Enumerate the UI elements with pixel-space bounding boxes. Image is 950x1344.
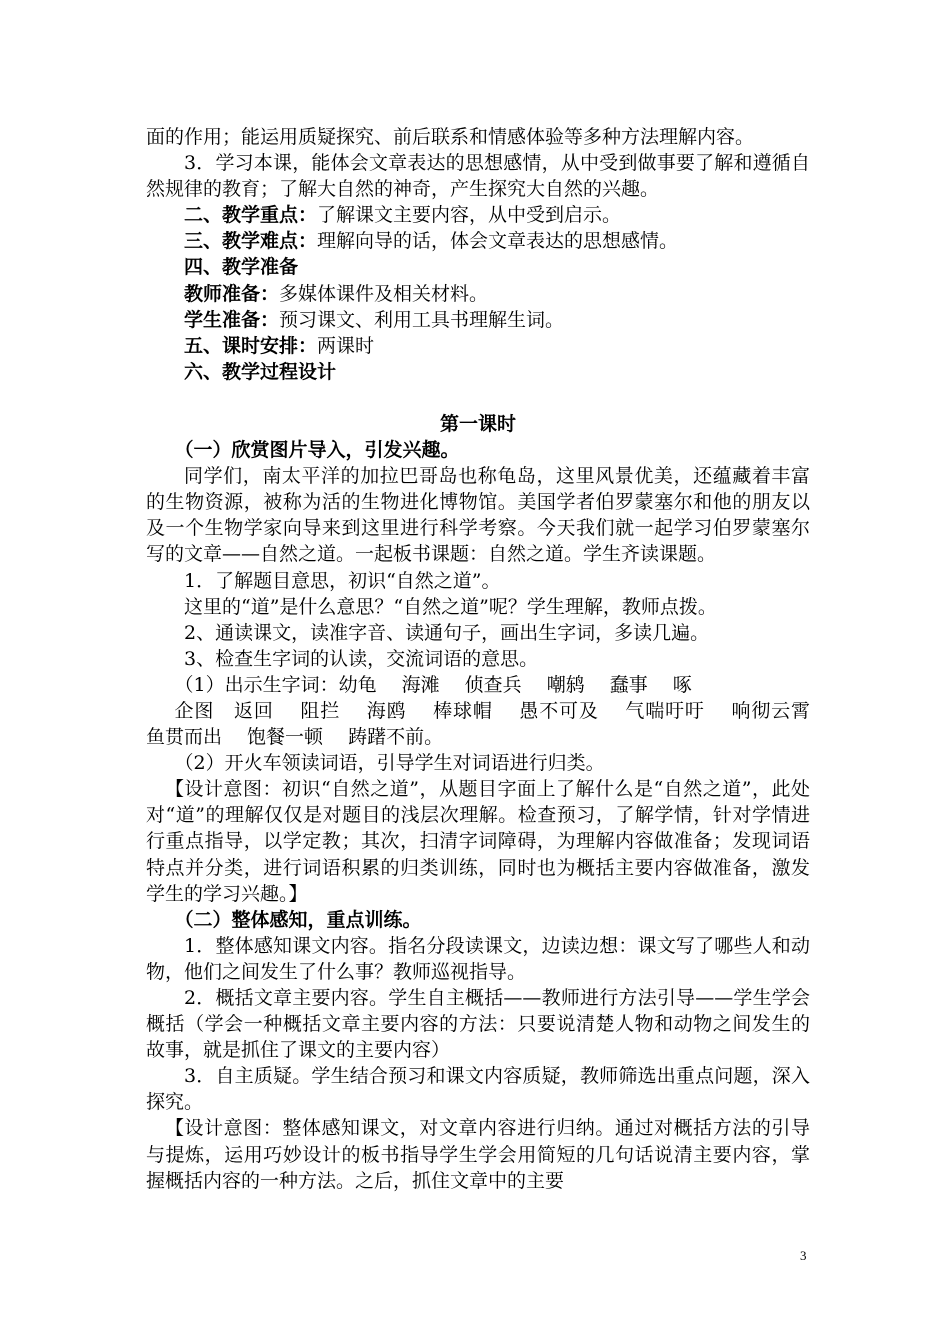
paragraph-intro: 同学们，南太平洋的加拉巴哥岛也称龟岛，这里风景优美，还蕴藏着丰富的生物资源，被称为活的生物进化博物馆。美国学者伯罗蒙塞尔和他的朋友以及一个生物学家向导来到这里进行科学考察。今天我们就一起学习伯罗蒙塞尔写的文章——自然之道。一起板书课题：自然之道。学生齐读课题。	[146, 465, 810, 566]
paragraph-goal-2-continued: 面的作用；能运用质疑探究、前后联系和情感体验等多种方法理解内容。	[146, 126, 755, 148]
heading-label: 二、教学重点：	[184, 204, 318, 227]
heading-teaching-focus	[146, 202, 810, 228]
paragraph-vocab-grouping: （2）开火车领读词语，引导学生对词语进行归类。	[174, 752, 605, 775]
text: 预习课文、利用工具书理解生词。	[279, 308, 565, 331]
heading-class-schedule	[146, 333, 810, 359]
paragraph-goal-3: 3．学习本课，能体会文章表达的思想感情，从中受到做事要了解和遵循自然规律的教育；了解大自然的神奇，产生探究大自然的兴趣。	[146, 152, 810, 201]
paragraph-design-intent-1: 【设计意图：初识“自然之道”，从题目字面上了解什么是“自然之道”，此处对“道”的理解仅仅是对题目的浅层次理解。检查预习，了解学情，针对学情进行重点指导，以学定教；其次，扫清字词障碍，为理解内容做准备；发现词语特点并分类，进行词语积累的归类训练，同时也为概括主要内容做准备，激发学生的学习兴趣。】	[146, 778, 810, 905]
label: 学生准备：	[184, 308, 280, 331]
paragraph-step-2: 2、通读课文，读准字音、读通句子，画出生字词，多读几遍。	[184, 621, 710, 644]
paragraph-overall-3: 3．自主质疑。学生结合预习和课文内容质疑，教师筛选出重点问题，深入探究。	[146, 1065, 810, 1114]
lesson-title: 第一课时	[439, 412, 516, 435]
heading-label: 五、课时安排：	[184, 334, 318, 357]
paragraph-step-1-question: 这里的“道”是什么意思？“自然之道”呢？学生理解，教师点拨。	[184, 595, 717, 618]
text: 多媒体课件及相关材料。	[279, 282, 489, 305]
heading-teaching-difficulty	[146, 228, 810, 254]
blank-line	[146, 385, 810, 411]
paragraph-teacher-preparation	[146, 281, 810, 307]
heading-text: 了解课文主要内容，从中受到启示。	[317, 204, 622, 227]
page-number: 3	[800, 1248, 807, 1263]
heading-text: 两课时	[317, 334, 375, 357]
paragraph-step-3: 3、检查生字词的认读，交流词语的意思。	[184, 647, 539, 670]
paragraph-vocab-list-2: 企图 返回 阻拦 海鸥 棒球帽 愚不可及 气喘吁吁 响彻云霄 鱼贯而出 饱餐一顿 踌躇不前。	[146, 699, 836, 749]
paragraph-overall-1: 1．整体感知课文内容。指名分段读课文，边读边想：课文写了哪些人和动物，他们之间发生了什么事？教师巡视指导。	[146, 934, 810, 983]
heading-text: 理解向导的话，体会文章表达的思想感情。	[317, 230, 679, 253]
heading-teaching-process: 六、教学过程设计	[184, 360, 337, 383]
paragraph-step-1: 1．了解题目意思，初识“自然之道”。	[184, 569, 501, 592]
heading-teaching-preparation: 四、教学准备	[184, 256, 299, 279]
paragraph-student-preparation	[146, 307, 810, 333]
paragraph-vocab-list-1: （1）出示生字词：幼龟 海滩 侦查兵 嘲鸫 蠢事 啄	[174, 673, 692, 696]
document-body	[146, 124, 836, 1194]
paragraph-overall-2: 2．概括文章主要内容。学生自主概括——教师进行方法引导——学生学会概括（学会一种概括文章主要内容的方法：只要说清楚人物和动物之间发生的故事，就是抓住了课文的主要内容）	[146, 987, 810, 1062]
section-heading-2: （二）整体感知，重点训练。	[174, 908, 422, 931]
heading-label: 三、教学难点：	[184, 230, 318, 253]
paragraph-design-intent-2: 【设计意图：整体感知课文，对文章内容进行归纳。通过对概括方法的引导与提炼，运用巧妙设计的板书指导学生学会用简短的几句话说清主要内容，掌握概括内容的一种方法。之后，抓住文章中的主要	[146, 1117, 810, 1192]
section-heading-1: （一）欣赏图片导入，引发兴趣。	[174, 439, 460, 462]
label: 教师准备：	[184, 282, 280, 305]
